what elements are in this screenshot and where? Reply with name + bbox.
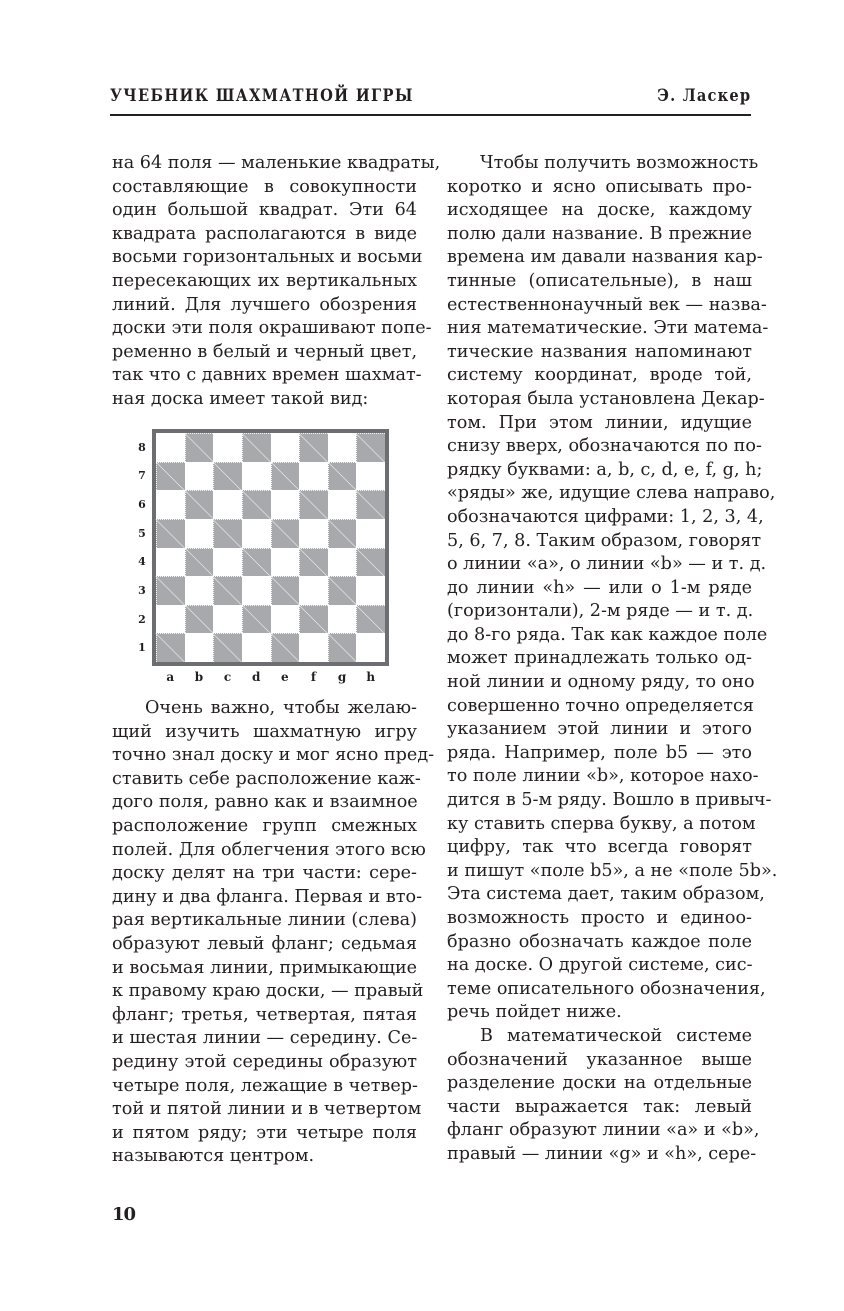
square-h2	[356, 605, 385, 634]
square-d1	[242, 633, 271, 662]
square-a7	[156, 462, 185, 491]
text-line: ряда. Например, поле b5 — это	[447, 742, 752, 763]
text-line: ку ставить сперва букву, а потом	[447, 813, 756, 834]
file-label: d	[251, 670, 261, 684]
text-line: «ряды» же, идущие слева направо,	[447, 483, 776, 504]
square-c2	[213, 605, 242, 634]
file-label: a	[166, 670, 175, 684]
text-line: указанием этой линии и этого	[447, 719, 752, 740]
text-line: точно знал доску и мог ясно пред-	[112, 745, 435, 766]
text-line: восьми горизонтальных и восьми	[112, 247, 423, 268]
file-labels	[156, 670, 385, 684]
rank-label: 4	[138, 555, 146, 569]
square-a2	[156, 605, 185, 634]
square-d6	[242, 490, 271, 519]
text-line: возможность просто и единоо-	[447, 908, 752, 928]
text-line: снизу вверх, обозначаются по по-	[447, 436, 762, 457]
square-g4	[328, 548, 357, 577]
text-line: Очень важно, чтобы желаю-	[145, 698, 417, 718]
text-line: на доске. О другой системе, сис-	[447, 955, 753, 976]
text-line: ная доска имеет такой вид:	[112, 388, 369, 409]
square-a1	[156, 633, 185, 662]
file-label: g	[337, 670, 347, 684]
text-line: до 8-го ряда. Так как каждое поле	[447, 624, 768, 645]
square-b7	[185, 462, 214, 491]
square-g7	[328, 462, 357, 491]
text-line: рая вертикальные линии (слева)	[112, 910, 417, 931]
text-line: 5, 6, 7, 8. Таким образом, говорят	[447, 530, 762, 551]
square-f6	[299, 490, 328, 519]
square-g8	[328, 433, 357, 462]
text-line: расположение групп смежных	[112, 815, 417, 836]
square-a3	[156, 576, 185, 605]
text-line: образуют левый фланг; седьмая	[112, 933, 417, 954]
text-line: Чтобы получить возможность	[480, 153, 759, 173]
rank-label: 3	[138, 583, 146, 597]
square-f3	[299, 576, 328, 605]
file-label: c	[223, 670, 232, 684]
square-b5	[185, 519, 214, 548]
square-h7	[356, 462, 385, 491]
square-a8	[156, 433, 185, 462]
left-column	[112, 152, 441, 412]
text-line: до линии «h» — или о 1-м ряде	[447, 577, 752, 598]
text-line: пересекающих их вертикальных	[112, 270, 417, 291]
text-line: и шестая линии — середину. Се-	[112, 1028, 418, 1049]
square-h3	[356, 576, 385, 605]
text-line: В математической системе	[480, 1025, 752, 1046]
text-line: о линии «a», о линии «b» — и т. д.	[447, 554, 767, 575]
square-e4	[271, 548, 300, 577]
rank-label: 2	[138, 612, 146, 626]
text-line: систему координат, вроде той,	[447, 365, 752, 386]
text-line: той и пятой линии и в четвертом	[112, 1099, 422, 1120]
text-line: времена им давали названия кар-	[447, 247, 763, 268]
text-line: бразно обозначать каждое поле	[447, 931, 752, 952]
text-line: дину и два фланга. Первая и вто-	[112, 886, 423, 907]
rank-label: 5	[138, 526, 146, 540]
paragraph	[447, 152, 778, 1025]
square-f4	[299, 548, 328, 577]
text-line: может принадлежать только од-	[447, 648, 752, 669]
text-line: фланг; третья, четвертая, пятая	[112, 1004, 417, 1025]
text-line: ставить себе расположение каж-	[112, 768, 421, 789]
right-column	[447, 152, 778, 1167]
square-d4	[242, 548, 271, 577]
square-c1	[213, 633, 242, 662]
square-e7	[271, 462, 300, 491]
text-line: фланг образуют линии «a» и «b»,	[447, 1120, 760, 1141]
text-line: называются центром.	[112, 1146, 315, 1167]
square-h4	[356, 548, 385, 577]
text-line: доску делят на три части: сере-	[112, 863, 417, 884]
square-g6	[328, 490, 357, 519]
square-f8	[299, 433, 328, 462]
square-e6	[271, 490, 300, 519]
text-line: линий. Для лучшего обозрения	[112, 294, 417, 315]
square-c8	[213, 433, 242, 462]
text-line: редину этой середины образуют	[112, 1051, 417, 1072]
square-g5	[328, 519, 357, 548]
square-a6	[156, 490, 185, 519]
square-h6	[356, 490, 385, 519]
author-name: Э. Ласкер	[656, 86, 751, 106]
square-g1	[328, 633, 357, 662]
text-line: разделение доски на отдельные	[447, 1073, 752, 1094]
square-e8	[271, 433, 300, 462]
text-line: дого поля, равно как и взаимное	[112, 792, 418, 813]
text-line: ременно в белый и черный цвет,	[112, 341, 418, 362]
text-line: совершенно точно определяется	[447, 695, 754, 716]
text-line: тинные (описательные), в наш	[447, 270, 752, 291]
square-a5	[156, 519, 185, 548]
text-line: естественнонаучный век — назва-	[447, 294, 767, 315]
text-line: которая была установлена Декар-	[447, 388, 765, 409]
rank-label: 7	[138, 469, 146, 483]
square-e2	[271, 605, 300, 634]
square-f7	[299, 462, 328, 491]
square-c6	[213, 490, 242, 519]
text-line: исходящее на доске, каждому	[447, 200, 752, 221]
rank-labels	[136, 433, 148, 662]
paragraph	[112, 697, 435, 1169]
book-title: УЧЕБНИК ШАХМАТНОЙ ИГРЫ	[110, 86, 414, 106]
text-line: и пятом ряду; эти четыре поля	[112, 1122, 417, 1143]
text-line: полей. Для облегчения этого всю	[112, 839, 426, 860]
square-e3	[271, 576, 300, 605]
text-line: полю дали название. В прежние	[447, 223, 752, 244]
text-line: рядку буквами: a, b, c, d, e, f, g, h;	[447, 459, 763, 480]
square-d2	[242, 605, 271, 634]
square-g3	[328, 576, 357, 605]
text-line: то поле линии «b», которое нахо-	[447, 766, 759, 787]
square-g2	[328, 605, 357, 634]
square-e5	[271, 519, 300, 548]
square-d8	[242, 433, 271, 462]
square-h8	[356, 433, 385, 462]
square-c4	[213, 548, 242, 577]
chessboard	[152, 429, 389, 666]
text-line: части выражается так: левый	[447, 1096, 752, 1117]
square-h5	[356, 519, 385, 548]
file-label: h	[366, 670, 376, 684]
text-line: обозначаются цифрами: 1, 2, 3, 4,	[447, 506, 764, 527]
rank-label: 8	[138, 440, 146, 454]
square-f1	[299, 633, 328, 662]
text-line: доски эти поля окрашивают попе-	[112, 318, 432, 339]
text-line: к правому краю доски, — правый	[112, 981, 424, 1002]
text-line: четыре поля, лежащие в четвер-	[112, 1075, 418, 1096]
file-label: e	[280, 670, 289, 684]
text-line: щий изучить шахматную игру	[112, 721, 417, 742]
square-c3	[213, 576, 242, 605]
text-line: Эта система дает, таким образом,	[447, 884, 765, 905]
square-d7	[242, 462, 271, 491]
text-line: ной линии и одному ряду, то оно	[447, 672, 755, 693]
text-line: так что с давних времен шахмат-	[112, 365, 422, 386]
text-line: цифру, так что всегда говорят	[447, 837, 752, 858]
text-line: (горизонтали), 2-м ряде — и т. д.	[447, 601, 754, 622]
square-b3	[185, 576, 214, 605]
text-line: дится в 5-м ряду. Вошло в привыч-	[447, 790, 772, 811]
square-b6	[185, 490, 214, 519]
square-f2	[299, 605, 328, 634]
text-line: обозначений указанное выше	[447, 1049, 752, 1070]
text-line: тические названия напоминают	[447, 341, 752, 362]
text-line: один большой квадрат. Эти 64	[112, 200, 417, 221]
text-line: и пишут «поле b5», а не «поле 5b».	[447, 860, 778, 881]
running-head	[110, 86, 751, 116]
paragraph	[112, 152, 441, 412]
square-b2	[185, 605, 214, 634]
square-c7	[213, 462, 242, 491]
page-number: 10	[112, 1204, 136, 1225]
text-line: речь пойдет ниже.	[447, 1002, 622, 1023]
square-b1	[185, 633, 214, 662]
text-line: на 64 поля — маленькие квадраты,	[112, 153, 441, 173]
file-label: f	[310, 670, 317, 684]
text-line: составляющие в совокупности	[112, 176, 417, 197]
square-d5	[242, 519, 271, 548]
text-line: том. При этом линии, идущие	[447, 412, 752, 433]
square-b8	[185, 433, 214, 462]
square-h1	[356, 633, 385, 662]
text-line: ния математические. Эти матема-	[447, 318, 769, 339]
square-a4	[156, 548, 185, 577]
paragraph	[447, 1025, 760, 1167]
rank-label: 6	[138, 498, 146, 512]
square-e1	[271, 633, 300, 662]
text-line: коротко и ясно описывать про-	[447, 176, 752, 197]
chessboard-figure	[128, 429, 398, 691]
text-line: теме описательного обозначения,	[447, 978, 766, 999]
text-line: квадрата располагаются в виде	[112, 223, 417, 244]
square-b4	[185, 548, 214, 577]
text-line: и восьмая линии, примыкающие	[112, 957, 418, 978]
file-label: b	[194, 670, 204, 684]
rank-label: 1	[138, 641, 146, 655]
square-f5	[299, 519, 328, 548]
text-line: правый — линии «g» и «h», сере-	[447, 1143, 757, 1164]
square-d3	[242, 576, 271, 605]
left-column-continued	[112, 697, 435, 1169]
square-c5	[213, 519, 242, 548]
